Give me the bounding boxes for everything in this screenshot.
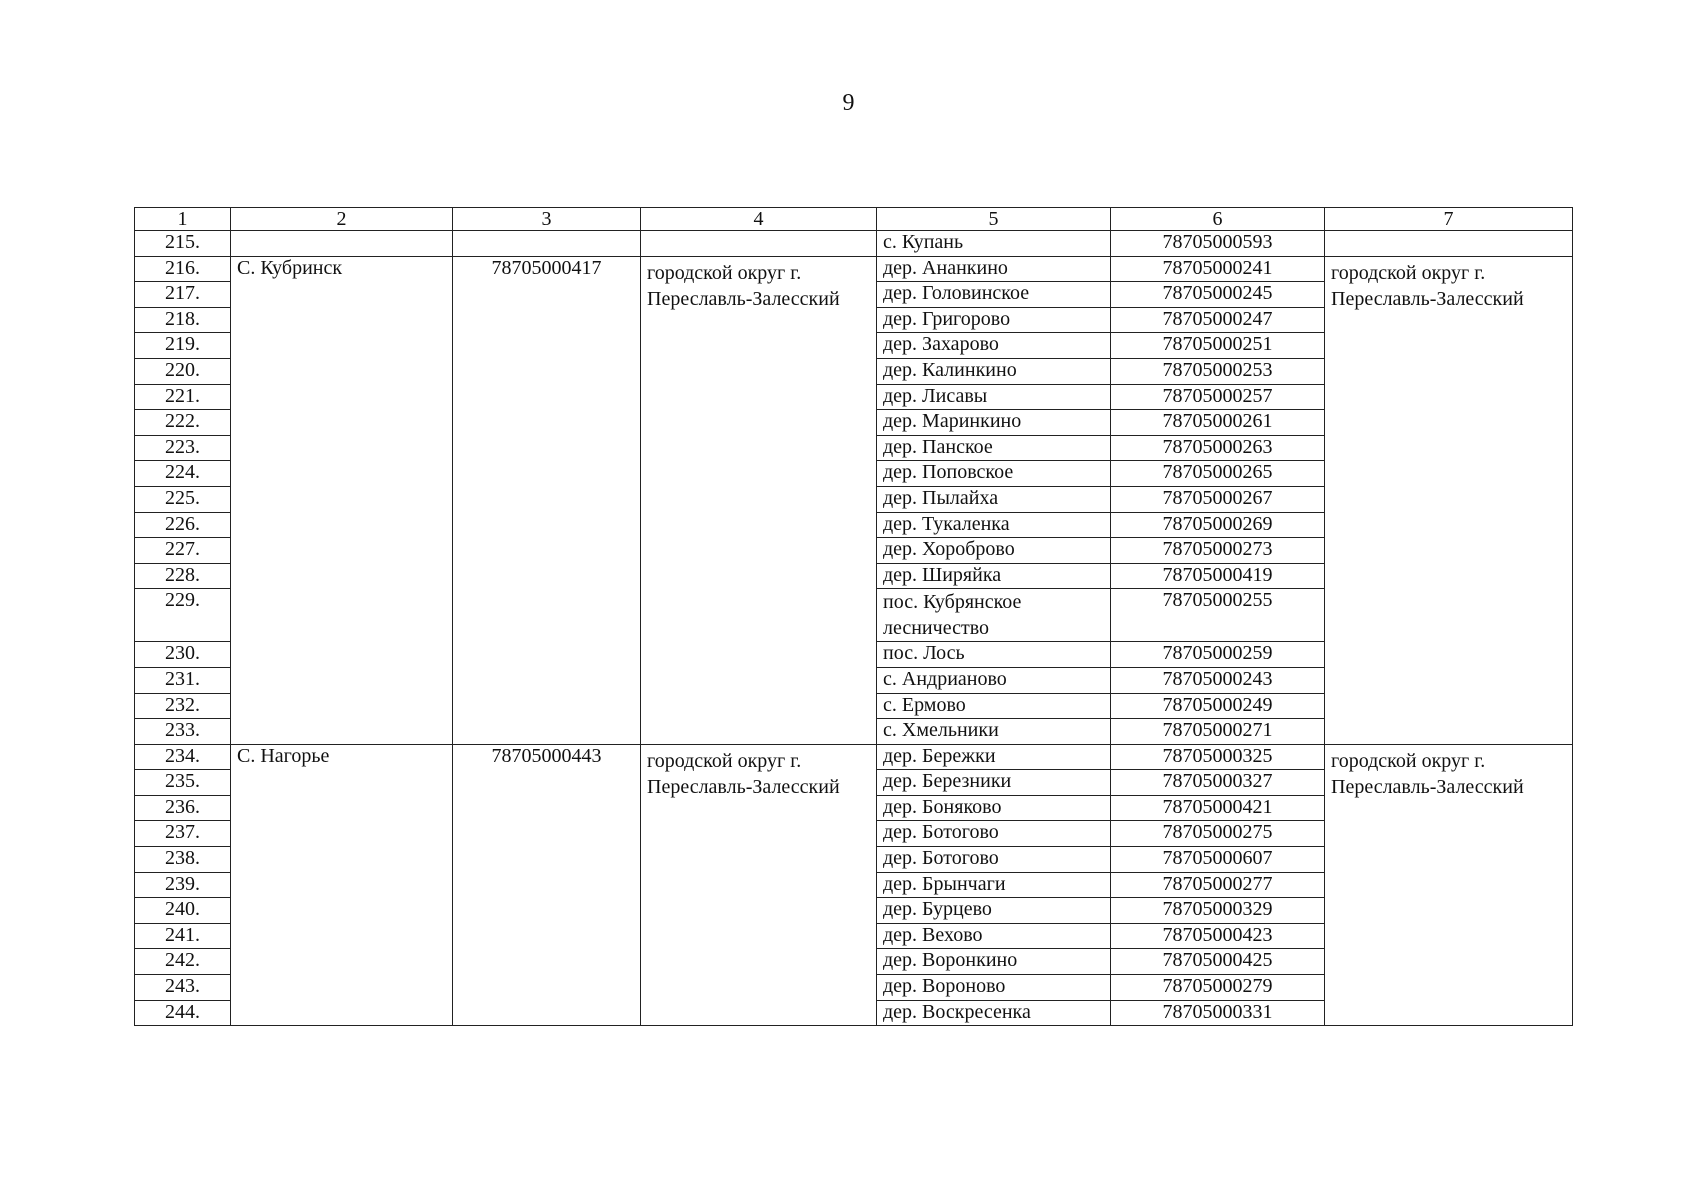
municipality-name: городской округ г. Переславль-Залесский — [1325, 744, 1573, 1026]
settlement-name: дер. Захарово — [877, 333, 1111, 359]
table-row — [135, 744, 1573, 770]
settlement-code: 78705000277 — [1111, 872, 1325, 898]
row-number: 240. — [135, 898, 231, 924]
settlement-code: 78705000247 — [1111, 307, 1325, 333]
district-center-name: С. Кубринск — [231, 256, 453, 744]
table-row — [135, 256, 1573, 282]
settlement-name: дер. Хороброво — [877, 538, 1111, 564]
row-number: 225. — [135, 486, 231, 512]
row-number: 238. — [135, 847, 231, 873]
column-header-4: 4 — [641, 208, 877, 231]
column-header-3: 3 — [453, 208, 641, 231]
district-center-name: С. Нагорье — [231, 744, 453, 1026]
settlement-name: дер. Воскресенка — [877, 1000, 1111, 1026]
settlement-code: 78705000261 — [1111, 410, 1325, 436]
empty-cell — [641, 231, 877, 257]
settlement-name: пос. Кубрянское лесничество — [877, 589, 1111, 642]
row-number: 226. — [135, 512, 231, 538]
settlement-code: 78705000251 — [1111, 333, 1325, 359]
settlement-name: с. Ермово — [877, 693, 1111, 719]
settlement-name: с. Хмельники — [877, 719, 1111, 745]
settlement-code: 78705000275 — [1111, 821, 1325, 847]
settlement-name: пос. Лось — [877, 642, 1111, 668]
settlement-name: дер. Бурцево — [877, 898, 1111, 924]
settlement-name: дер. Калинкино — [877, 358, 1111, 384]
settlement-name: дер. Ботогово — [877, 821, 1111, 847]
settlement-name: дер. Брынчаги — [877, 872, 1111, 898]
settlement-code: 78705000269 — [1111, 512, 1325, 538]
row-number: 237. — [135, 821, 231, 847]
settlement-name: дер. Пылайха — [877, 486, 1111, 512]
table-row — [135, 231, 1573, 257]
row-number: 233. — [135, 719, 231, 745]
column-header-6: 6 — [1111, 208, 1325, 231]
row-number: 232. — [135, 693, 231, 719]
row-number: 217. — [135, 282, 231, 308]
settlement-name: с. Купань — [877, 231, 1111, 257]
column-header-7: 7 — [1325, 208, 1573, 231]
settlement-name: дер. Тукаленка — [877, 512, 1111, 538]
settlement-code: 78705000421 — [1111, 795, 1325, 821]
settlement-code: 78705000241 — [1111, 256, 1325, 282]
municipality-name: городской округ г. Переславль-Залесский — [641, 256, 877, 744]
settlement-code: 78705000329 — [1111, 898, 1325, 924]
settlement-code: 78705000279 — [1111, 975, 1325, 1001]
settlement-code: 78705000255 — [1111, 589, 1325, 642]
municipality-name: городской округ г. Переславль-Залесский — [1325, 256, 1573, 744]
row-number: 221. — [135, 384, 231, 410]
settlement-code: 78705000419 — [1111, 563, 1325, 589]
municipality-name: городской округ г. Переславль-Залесский — [641, 744, 877, 1026]
settlement-name: дер. Вехово — [877, 923, 1111, 949]
column-header-1: 1 — [135, 208, 231, 231]
settlement-name: дер. Бережки — [877, 744, 1111, 770]
empty-cell — [1325, 231, 1573, 257]
settlement-code: 78705000243 — [1111, 667, 1325, 693]
settlement-name: с. Андрианово — [877, 667, 1111, 693]
row-number: 229. — [135, 589, 231, 642]
row-number: 236. — [135, 795, 231, 821]
row-number: 220. — [135, 358, 231, 384]
settlement-code: 78705000263 — [1111, 435, 1325, 461]
settlement-name: дер. Боняково — [877, 795, 1111, 821]
settlement-code: 78705000327 — [1111, 770, 1325, 796]
header-row — [135, 208, 1573, 231]
settlements-table — [134, 207, 1573, 1026]
settlement-code: 78705000325 — [1111, 744, 1325, 770]
settlement-name: дер. Поповское — [877, 461, 1111, 487]
settlement-name: дер. Григорово — [877, 307, 1111, 333]
settlement-name: дер. Воронкино — [877, 949, 1111, 975]
row-number: 234. — [135, 744, 231, 770]
settlement-code: 78705000259 — [1111, 642, 1325, 668]
settlement-name: дер. Вороново — [877, 975, 1111, 1001]
row-number: 235. — [135, 770, 231, 796]
settlement-code: 78705000271 — [1111, 719, 1325, 745]
row-number: 228. — [135, 563, 231, 589]
settlement-code: 78705000423 — [1111, 923, 1325, 949]
row-number: 243. — [135, 975, 231, 1001]
row-number: 215. — [135, 231, 231, 257]
settlement-name: дер. Лисавы — [877, 384, 1111, 410]
district-center-code: 78705000417 — [453, 256, 641, 744]
settlement-code: 78705000273 — [1111, 538, 1325, 564]
row-number: 241. — [135, 923, 231, 949]
settlement-code: 78705000249 — [1111, 693, 1325, 719]
settlement-name: дер. Ананкино — [877, 256, 1111, 282]
settlement-name: дер. Панское — [877, 435, 1111, 461]
settlement-code: 78705000593 — [1111, 231, 1325, 257]
settlement-code: 78705000257 — [1111, 384, 1325, 410]
settlement-name: дер. Головинское — [877, 282, 1111, 308]
settlement-code: 78705000267 — [1111, 486, 1325, 512]
settlement-code: 78705000253 — [1111, 358, 1325, 384]
settlement-code: 78705000245 — [1111, 282, 1325, 308]
settlement-name: дер. Маринкино — [877, 410, 1111, 436]
row-number: 239. — [135, 872, 231, 898]
row-number: 223. — [135, 435, 231, 461]
row-number: 222. — [135, 410, 231, 436]
page-number: 9 — [842, 90, 855, 116]
row-number: 224. — [135, 461, 231, 487]
empty-cell — [231, 231, 453, 257]
column-header-5: 5 — [877, 208, 1111, 231]
row-number: 227. — [135, 538, 231, 564]
settlement-name: дер. Березники — [877, 770, 1111, 796]
row-number: 230. — [135, 642, 231, 668]
row-number: 242. — [135, 949, 231, 975]
settlement-name: дер. Ботогово — [877, 847, 1111, 873]
column-header-2: 2 — [231, 208, 453, 231]
empty-cell — [453, 231, 641, 257]
row-number: 219. — [135, 333, 231, 359]
district-center-code: 78705000443 — [453, 744, 641, 1026]
row-number: 218. — [135, 307, 231, 333]
settlement-name: дер. Ширяйка — [877, 563, 1111, 589]
row-number: 216. — [135, 256, 231, 282]
settlement-code: 78705000331 — [1111, 1000, 1325, 1026]
settlement-code: 78705000265 — [1111, 461, 1325, 487]
settlement-code: 78705000607 — [1111, 847, 1325, 873]
row-number: 244. — [135, 1000, 231, 1026]
row-number: 231. — [135, 667, 231, 693]
settlement-code: 78705000425 — [1111, 949, 1325, 975]
